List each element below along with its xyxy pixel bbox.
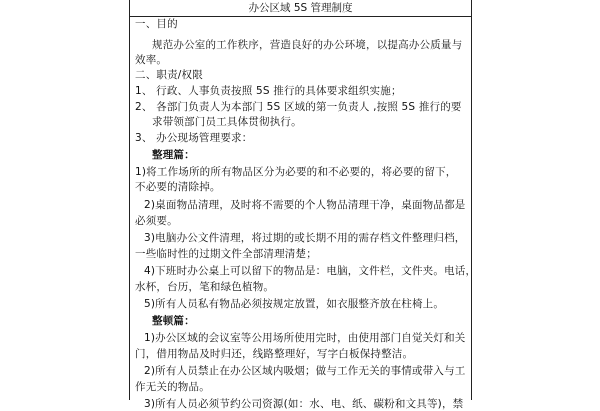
- list-item-continuation: 求带领部门员工具体贯彻执行。: [152, 116, 302, 128]
- document-body: [130, 17, 477, 410]
- document-table: [129, 0, 477, 410]
- rule-line: 2)桌面物品清理，及时将不需要的个人物品清理干净，桌面物品都是: [144, 199, 466, 211]
- title-cell: [130, 0, 471, 17]
- section-heading-purpose: 一、目的: [135, 18, 178, 30]
- rule-line: 1)将工作场所的所有物品区分为必要的和不必要的，将必要的留下，: [135, 166, 457, 178]
- section-heading-duties: 二、职责/权限: [135, 69, 203, 81]
- subheading-order: 整顿篇：: [152, 315, 195, 327]
- rule-line: 必须要。: [135, 215, 178, 227]
- rule-line: 门，借用物品及时归还，线路整理好，写字白板保持整洁。: [135, 348, 414, 360]
- rule-line: 4)下班时办公桌上可以留下的物品是：电脑，文件栏，文件夹。电话，: [144, 265, 477, 277]
- rule-line: 5)所有人员私有物品必须按规定放置，如衣服整齐放在柱椅上。: [144, 298, 445, 310]
- list-item: 2、 各部门负责人为本部门 5S 区域的第一负责人 ,按照 5S 推行的要: [135, 101, 462, 113]
- rule-line: 一些临时性的过期文件全部清理清楚；: [135, 248, 317, 260]
- rule-line: 1)办公区域的会议室等公用场所使用完时，由使用部门自觉关灯和关: [144, 332, 466, 344]
- rule-line: 3)电脑办公文件清理，将过期的或长期不用的需存档文件整理归档，: [144, 232, 466, 244]
- rule-line: 作无关的物品。: [135, 381, 210, 393]
- rule-line: 2)所有人员禁止在办公区域内吸烟；做与工作无关的事情或带入与工: [144, 365, 466, 377]
- document-title: 办公区域 5S 管理制度: [248, 2, 353, 14]
- list-item: 3、 办公现场管理要求：: [135, 132, 253, 144]
- rule-line: 水杯，台历，笔和绿色植物。: [135, 281, 275, 293]
- paragraph-line: 规范办公室的工作秩序，营造良好的办公环境，以提高办公质量与: [152, 39, 463, 51]
- rule-line: 3)所有人员必须节约公司资源(如：水、电、纸、碳粉和文具等)，禁: [144, 398, 464, 410]
- paragraph-line: 效率。: [135, 54, 168, 66]
- subheading-sort: 整理篇：: [152, 149, 195, 161]
- rule-line: 不必要的清除掉。: [135, 181, 221, 193]
- list-item: 1、 行政、人事负责按照 5S 推行的具体要求组织实施；: [135, 85, 402, 97]
